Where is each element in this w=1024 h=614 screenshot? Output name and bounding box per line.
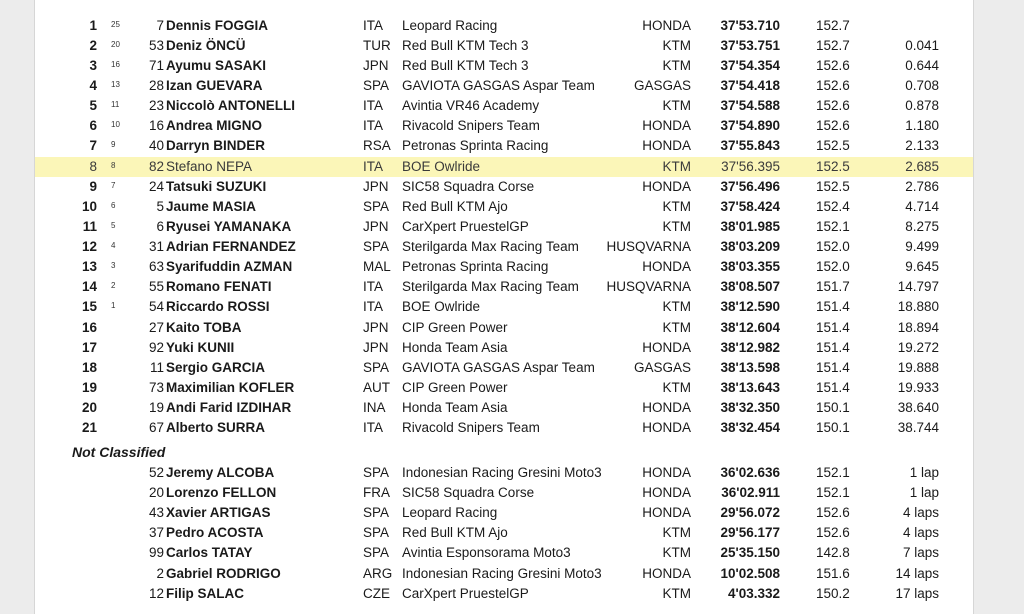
table-row <box>35 483 973 503</box>
motorcycle-cell: HONDA <box>642 505 691 520</box>
team-cell: Red Bull KTM Tech 3 <box>402 58 529 73</box>
position-cell: 3 <box>89 58 97 73</box>
motorcycle-cell: HUSQVARNA <box>606 279 691 294</box>
nation-cell: CZE <box>363 586 390 601</box>
gap-cell: 8.275 <box>905 219 939 234</box>
motorcycle-cell: KTM <box>662 219 691 234</box>
results-sheet <box>34 0 974 614</box>
nation-cell: JPN <box>363 340 389 355</box>
position-cell: 5 <box>89 98 97 113</box>
race-time-cell: 37'53.710 <box>720 18 780 33</box>
race-time-cell: 37'54.418 <box>720 78 780 93</box>
rider-number-cell: 16 <box>148 118 164 133</box>
motorcycle-cell: HONDA <box>642 138 691 153</box>
position-cell: 11 <box>82 219 97 234</box>
grid-position-cell: 10 <box>111 120 120 129</box>
rider-name-cell: Izan GUEVARA <box>166 78 263 93</box>
motorcycle-cell: KTM <box>662 586 691 601</box>
grid-position-cell: 13 <box>111 80 120 89</box>
race-time-cell: 37'58.424 <box>720 199 780 214</box>
rider-number-cell: 5 <box>156 199 164 214</box>
team-cell: Red Bull KTM Ajo <box>402 199 508 214</box>
gap-cell: 0.878 <box>905 98 939 113</box>
rider-name-cell: Sergio GARCIA <box>166 360 266 375</box>
rider-name-cell: Ryusei YAMANAKA <box>166 219 292 234</box>
rider-name-cell: Adrian FERNANDEZ <box>166 239 296 254</box>
race-time-cell: 38'12.604 <box>720 320 780 335</box>
rider-name-cell: Tatsuki SUZUKI <box>166 179 267 194</box>
gap-cell: 19.272 <box>897 340 939 355</box>
gap-cell: 38.744 <box>897 420 939 435</box>
grid-position-cell: 8 <box>111 161 116 170</box>
grid-position-cell: 25 <box>111 20 120 29</box>
rider-name-cell: Jaume MASIA <box>166 199 257 214</box>
position-cell: 21 <box>81 420 97 435</box>
nation-cell: ITA <box>363 159 383 174</box>
avg-speed-cell: 150.1 <box>816 420 850 435</box>
race-time-cell: 25'35.150 <box>720 545 780 560</box>
avg-speed-cell: 152.0 <box>816 239 850 254</box>
grid-position-cell: 7 <box>111 181 116 190</box>
team-cell: BOE Owlride <box>402 299 481 314</box>
position-cell: 14 <box>81 279 97 294</box>
position-cell: 12 <box>81 239 97 254</box>
motorcycle-cell: KTM <box>662 380 691 395</box>
nation-cell: JPN <box>363 58 389 73</box>
gap-cell: 2.133 <box>905 138 939 153</box>
avg-speed-cell: 150.1 <box>816 400 850 415</box>
gap-cell: 18.894 <box>897 320 939 335</box>
rider-name-cell: Filip SALAC <box>166 586 244 601</box>
rider-number-cell: 31 <box>148 239 164 254</box>
rider-name-cell: Pedro ACOSTA <box>166 525 264 540</box>
motorcycle-cell: HONDA <box>642 566 691 581</box>
table-row <box>35 297 973 317</box>
rider-number-cell: 92 <box>148 340 164 355</box>
table-row <box>35 358 973 378</box>
rider-name-cell: Deniz ÖNCÜ <box>166 38 246 53</box>
gap-cell: 38.640 <box>897 400 939 415</box>
gap-cell: 19.888 <box>897 360 939 375</box>
rider-name-cell: Alberto SURRA <box>166 420 266 435</box>
avg-speed-cell: 151.4 <box>816 320 850 335</box>
race-time-cell: 10'02.508 <box>720 566 780 581</box>
table-row <box>35 378 973 398</box>
team-cell: GAVIOTA GASGAS Aspar Team <box>402 78 595 93</box>
rider-number-cell: 52 <box>148 465 164 480</box>
team-cell: CarXpert PruestelGP <box>402 586 529 601</box>
rider-name-cell: Carlos TATAY <box>166 545 253 560</box>
race-time-cell: 29'56.072 <box>720 505 780 520</box>
position-cell: 17 <box>81 340 97 355</box>
team-cell: GAVIOTA GASGAS Aspar Team <box>402 360 595 375</box>
position-cell: 8 <box>89 159 97 174</box>
rider-number-cell: 19 <box>148 400 164 415</box>
motorcycle-cell: HONDA <box>642 340 691 355</box>
rider-number-cell: 53 <box>148 38 164 53</box>
grid-position-cell: 2 <box>111 281 116 290</box>
avg-speed-cell: 152.6 <box>816 78 850 93</box>
gap-cell: 2.685 <box>905 159 939 174</box>
table-row <box>35 398 973 418</box>
gap-cell: 1 lap <box>909 465 939 480</box>
avg-speed-cell: 152.6 <box>816 98 850 113</box>
nation-cell: ITA <box>363 98 383 113</box>
rider-number-cell: 67 <box>148 420 164 435</box>
table-row <box>35 523 973 543</box>
rider-number-cell: 28 <box>148 78 164 93</box>
rider-name-cell: Gabriel RODRIGO <box>166 566 281 581</box>
team-cell: BOE Owlride <box>402 159 481 174</box>
rider-name-cell: Jeremy ALCOBA <box>166 465 275 480</box>
team-cell: Petronas Sprinta Racing <box>402 138 549 153</box>
nation-cell: ARG <box>363 566 393 581</box>
rider-name-cell: Darryn BINDER <box>166 138 266 153</box>
table-row <box>35 564 973 584</box>
rider-number-cell: 82 <box>148 159 164 174</box>
avg-speed-cell: 152.6 <box>816 505 850 520</box>
nation-cell: JPN <box>363 179 389 194</box>
motorcycle-cell: KTM <box>662 159 691 174</box>
rider-number-cell: 20 <box>148 485 164 500</box>
avg-speed-cell: 150.2 <box>816 586 850 601</box>
table-row <box>35 136 973 156</box>
gap-cell: 0.708 <box>905 78 939 93</box>
rider-name-cell: Romano FENATI <box>166 279 272 294</box>
gap-cell: 1 lap <box>909 485 939 500</box>
avg-speed-cell: 152.1 <box>816 465 850 480</box>
table-row <box>35 56 973 76</box>
motorcycle-cell: KTM <box>662 58 691 73</box>
rider-number-cell: 11 <box>149 360 164 375</box>
team-cell: SIC58 Squadra Corse <box>402 179 535 194</box>
team-cell: Red Bull KTM Ajo <box>402 525 508 540</box>
rider-name-cell: Ayumu SASAKI <box>166 58 267 73</box>
rider-number-cell: 99 <box>148 545 164 560</box>
nation-cell: SPA <box>363 505 390 520</box>
table-row <box>35 76 973 96</box>
team-cell: Honda Team Asia <box>402 400 508 415</box>
table-row <box>35 217 973 237</box>
table-row <box>35 16 973 36</box>
table-row <box>35 177 973 197</box>
race-time-cell: 38'08.507 <box>720 279 780 294</box>
gap-cell: 9.499 <box>905 239 939 254</box>
team-cell: Red Bull KTM Tech 3 <box>402 38 529 53</box>
nation-cell: SPA <box>363 199 390 214</box>
race-time-cell: 38'03.355 <box>720 259 780 274</box>
gap-cell: 7 laps <box>902 545 939 560</box>
motorcycle-cell: GASGAS <box>633 360 691 375</box>
position-cell: 16 <box>81 320 97 335</box>
gap-cell: 0.041 <box>905 38 939 53</box>
nation-cell: SPA <box>363 78 390 93</box>
grid-position-cell: 1 <box>111 301 116 310</box>
team-cell: Avintia Esponsorama Moto3 <box>402 545 571 560</box>
rider-number-cell: 2 <box>156 566 164 581</box>
motorcycle-cell: KTM <box>662 38 691 53</box>
race-time-cell: 37'56.496 <box>720 179 780 194</box>
race-time-cell: 37'53.751 <box>720 38 780 53</box>
position-cell: 9 <box>89 179 97 194</box>
nation-cell: SPA <box>363 545 390 560</box>
team-cell: Sterilgarda Max Racing Team <box>402 239 579 254</box>
motorcycle-cell: HONDA <box>642 18 691 33</box>
team-cell: CarXpert PruestelGP <box>402 219 529 234</box>
avg-speed-cell: 152.7 <box>816 38 850 53</box>
position-cell: 4 <box>89 78 97 93</box>
rider-name-cell: Kaito TOBA <box>166 320 242 335</box>
nation-cell: SPA <box>363 360 390 375</box>
rider-number-cell: 7 <box>156 18 164 33</box>
motorcycle-cell: HONDA <box>642 259 691 274</box>
race-time-cell: 38'13.643 <box>720 380 780 395</box>
rider-number-cell: 6 <box>156 219 164 234</box>
rider-name-cell: Riccardo ROSSI <box>166 299 270 314</box>
rider-number-cell: 54 <box>148 299 164 314</box>
motorcycle-cell: HONDA <box>642 485 691 500</box>
avg-speed-cell: 152.5 <box>816 138 850 153</box>
team-cell: Petronas Sprinta Racing <box>402 259 549 274</box>
avg-speed-cell: 152.1 <box>816 219 850 234</box>
position-cell: 7 <box>89 138 97 153</box>
race-time-cell: 38'12.590 <box>720 299 780 314</box>
motorcycle-cell: HUSQVARNA <box>606 239 691 254</box>
table-row <box>35 318 973 338</box>
team-cell: CIP Green Power <box>402 380 508 395</box>
grid-position-cell: 3 <box>111 261 116 270</box>
team-cell: Avintia VR46 Academy <box>402 98 540 113</box>
race-time-cell: 37'54.588 <box>720 98 780 113</box>
motorcycle-cell: KTM <box>662 199 691 214</box>
nation-cell: SPA <box>363 239 390 254</box>
race-time-cell: 36'02.636 <box>720 465 780 480</box>
motorcycle-cell: HONDA <box>642 179 691 194</box>
rider-name-cell: Syarifuddin AZMAN <box>166 259 293 274</box>
race-time-cell: 37'56.395 <box>721 159 780 174</box>
avg-speed-cell: 151.4 <box>816 299 850 314</box>
race-time-cell: 38'13.598 <box>720 360 780 375</box>
position-cell: 19 <box>81 380 97 395</box>
table-row <box>35 418 973 438</box>
rider-number-cell: 55 <box>148 279 164 294</box>
avg-speed-cell: 151.4 <box>816 340 850 355</box>
table-row <box>35 36 973 56</box>
avg-speed-cell: 151.7 <box>816 279 850 294</box>
rider-number-cell: 27 <box>148 320 164 335</box>
nation-cell: RSA <box>363 138 391 153</box>
motorcycle-cell: HONDA <box>642 420 691 435</box>
rider-number-cell: 71 <box>148 58 164 73</box>
position-cell: 15 <box>81 299 97 314</box>
race-time-cell: 37'55.843 <box>720 138 780 153</box>
nation-cell: SPA <box>363 525 390 540</box>
race-time-cell: 36'02.911 <box>721 485 780 500</box>
gap-cell: 14 laps <box>895 566 939 581</box>
gap-cell: 0.644 <box>905 58 939 73</box>
nation-cell: ITA <box>363 420 383 435</box>
race-time-cell: 37'54.354 <box>720 58 780 73</box>
team-cell: Leopard Racing <box>402 505 498 520</box>
nation-cell: ITA <box>363 299 383 314</box>
avg-speed-cell: 152.5 <box>816 179 850 194</box>
rider-name-cell: Stefano NEPA <box>166 159 253 174</box>
position-cell: 13 <box>81 259 97 274</box>
motorcycle-cell: GASGAS <box>633 78 691 93</box>
rider-name-cell: Niccolò ANTONELLI <box>166 98 296 113</box>
gap-cell: 17 laps <box>895 586 939 601</box>
nation-cell: JPN <box>363 320 389 335</box>
grid-position-cell: 20 <box>111 40 120 49</box>
avg-speed-cell: 152.4 <box>816 199 850 214</box>
rider-number-cell: 73 <box>148 380 164 395</box>
rider-number-cell: 40 <box>148 138 164 153</box>
rider-number-cell: 23 <box>148 98 164 113</box>
race-time-cell: 38'03.209 <box>720 239 780 254</box>
race-time-cell: 29'56.177 <box>720 525 780 540</box>
avg-speed-cell: 152.0 <box>816 259 850 274</box>
table-row <box>35 463 973 483</box>
nation-cell: SPA <box>363 465 390 480</box>
nation-cell: MAL <box>363 259 391 274</box>
motorcycle-cell: KTM <box>662 320 691 335</box>
rider-name-cell: Dennis FOGGIA <box>166 18 269 33</box>
team-cell: Indonesian Racing Gresini Moto3 <box>402 465 602 480</box>
motorcycle-cell: HONDA <box>642 465 691 480</box>
gap-cell: 1.180 <box>905 118 939 133</box>
nation-cell: JPN <box>363 219 389 234</box>
motorcycle-cell: KTM <box>662 545 691 560</box>
motorcycle-cell: HONDA <box>642 118 691 133</box>
team-cell: Leopard Racing <box>402 18 498 33</box>
motorcycle-cell: KTM <box>662 525 691 540</box>
nation-cell: FRA <box>363 485 390 500</box>
nation-cell: AUT <box>363 380 390 395</box>
team-cell: Indonesian Racing Gresini Moto3 <box>402 566 602 581</box>
nation-cell: ITA <box>363 279 383 294</box>
race-time-cell: 38'32.454 <box>720 420 780 435</box>
avg-speed-cell: 152.1 <box>816 485 850 500</box>
table-row <box>35 96 973 116</box>
race-time-cell: 4'03.332 <box>727 586 780 601</box>
motorcycle-cell: KTM <box>662 299 691 314</box>
position-cell: 20 <box>81 400 97 415</box>
not-classified-heading: Not Classified <box>72 444 166 460</box>
rider-name-cell: Lorenzo FELLON <box>166 485 277 500</box>
race-time-cell: 38'12.982 <box>720 340 780 355</box>
position-cell: 10 <box>81 199 97 214</box>
avg-speed-cell: 152.6 <box>816 58 850 73</box>
nation-cell: TUR <box>363 38 391 53</box>
grid-position-cell: 6 <box>111 201 116 210</box>
rider-name-cell: Andrea MIGNO <box>166 118 263 133</box>
team-cell: SIC58 Squadra Corse <box>402 485 535 500</box>
rider-number-cell: 63 <box>148 259 164 274</box>
avg-speed-cell: 151.4 <box>816 360 850 375</box>
nation-cell: INA <box>363 400 386 415</box>
table-row <box>35 543 973 563</box>
avg-speed-cell: 152.6 <box>816 525 850 540</box>
position-cell: 18 <box>81 360 97 375</box>
gap-cell: 4 laps <box>902 525 939 540</box>
table-row <box>35 237 973 257</box>
position-cell: 2 <box>89 38 97 53</box>
grid-position-cell: 9 <box>111 140 116 149</box>
rider-number-cell: 24 <box>148 179 164 194</box>
gap-cell: 4.714 <box>905 199 939 214</box>
gap-cell: 14.797 <box>897 279 939 294</box>
gap-cell: 4 laps <box>902 505 939 520</box>
table-row <box>35 584 973 604</box>
grid-position-cell: 4 <box>111 241 116 250</box>
position-cell: 1 <box>89 18 97 33</box>
table-row <box>35 157 973 177</box>
motorcycle-cell: KTM <box>662 98 691 113</box>
position-cell: 6 <box>89 118 97 133</box>
grid-position-cell: 5 <box>111 221 116 230</box>
gap-cell: 2.786 <box>905 179 939 194</box>
rider-name-cell: Xavier ARTIGAS <box>166 505 271 520</box>
nation-cell: ITA <box>363 118 383 133</box>
table-row <box>35 338 973 358</box>
race-time-cell: 38'01.985 <box>720 219 780 234</box>
avg-speed-cell: 151.6 <box>816 566 850 581</box>
gap-cell: 18.880 <box>897 299 939 314</box>
rider-name-cell: Andi Farid IZDIHAR <box>166 400 292 415</box>
rider-name-cell: Maximilian KOFLER <box>166 380 295 395</box>
gap-cell: 19.933 <box>897 380 939 395</box>
motorcycle-cell: HONDA <box>642 400 691 415</box>
table-row <box>35 197 973 217</box>
team-cell: Rivacold Snipers Team <box>402 420 540 435</box>
rider-name-cell: Yuki KUNII <box>166 340 235 355</box>
avg-speed-cell: 152.6 <box>816 118 850 133</box>
team-cell: CIP Green Power <box>402 320 508 335</box>
table-row <box>35 116 973 136</box>
rider-number-cell: 43 <box>148 505 164 520</box>
table-row <box>35 257 973 277</box>
avg-speed-cell: 152.5 <box>816 159 850 174</box>
rider-number-cell: 37 <box>148 525 164 540</box>
nation-cell: ITA <box>363 18 383 33</box>
team-cell: Sterilgarda Max Racing Team <box>402 279 579 294</box>
avg-speed-cell: 151.4 <box>816 380 850 395</box>
avg-speed-cell: 152.7 <box>816 18 850 33</box>
gap-cell: 9.645 <box>905 259 939 274</box>
team-cell: Rivacold Snipers Team <box>402 118 540 133</box>
grid-position-cell: 11 <box>111 100 120 109</box>
grid-position-cell: 16 <box>111 60 120 69</box>
team-cell: Honda Team Asia <box>402 340 508 355</box>
table-row <box>35 277 973 297</box>
race-time-cell: 38'32.350 <box>720 400 780 415</box>
avg-speed-cell: 142.8 <box>816 545 850 560</box>
table-row <box>35 503 973 523</box>
rider-number-cell: 12 <box>148 586 164 601</box>
race-time-cell: 37'54.890 <box>720 118 780 133</box>
